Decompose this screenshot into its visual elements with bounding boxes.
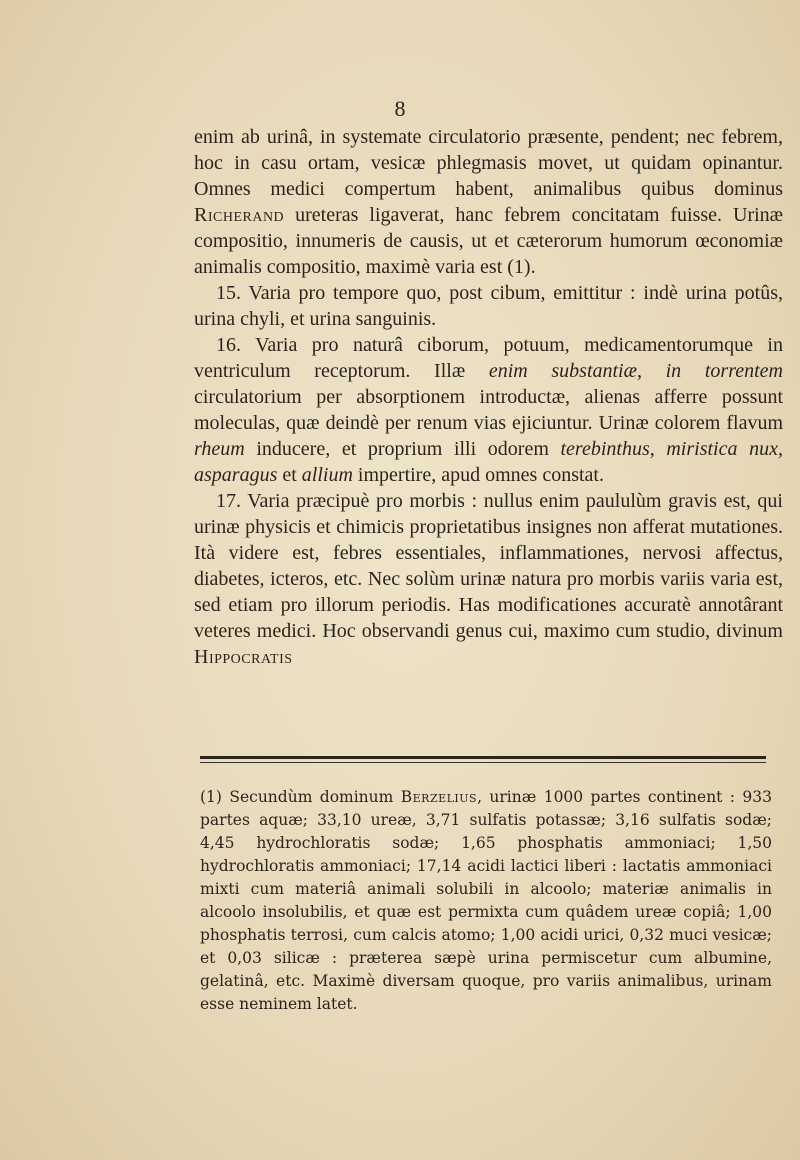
paragraph (194, 124, 783, 280)
author-name: Berzelius (400, 788, 478, 806)
text-run: 15. Varia pro tempore quo, post cibum, emittitur : indè urina potûs, urina chyli, et urina sanguinis. (194, 282, 783, 330)
text-run: impertire, apud omnes constat. (352, 464, 604, 486)
footnote-divider-thin (200, 762, 766, 763)
text-run: enim ab urinâ, in systemate circulatorio præsente, pendent; nec febrem, hoc in casu ortam, vesicæ phlegmasis movet, ut quidam opinantur. Omnes medici compertum habent, animalibus quibus dominus (194, 126, 783, 200)
text-run: , urinæ 1000 partes continent : 933 partes aquæ; 33,10 ureæ, 3,71 sulfatis potassæ; 3,16 sulfatis sodæ; 4,45 hydrochloratis sodæ; 1,65 phosphatis ammoniaci; 1,50 hydrochloratis ammoniaci; 17,14 acidi lactici liberi : lactatis ammoniaci mixti cum materiâ animali solubili in alcoolo; materiæ animalis in alcoolo insolubilis, et quæ est permixta cum quâdem ureæ copiâ; 1,00 phosphatis terrosi, cum calcis atomo; 1,00 acidi urici, 0,32 muci vesicæ; et 0,03 silicæ : præterea sæpè urina permiscetur cum albumine, gelatinâ, etc. Maximè diversam quoque, pro variis animalibus, urinam esse neminem latet. (200, 788, 772, 1013)
text-run: inducere, et proprium illi odorem (244, 438, 561, 460)
paragraph (194, 332, 783, 488)
body-text (194, 124, 783, 670)
text-run: 17. Varia præcipuè pro morbis : nullus enim paululùm gravis est, qui urinæ physicis et chimicis proprietatibus insignes non afferat mutationes. Ità videre est, febres essentiales, inflammationes, nervosi affectus, diabetes, icteros, etc. Nec solùm urinæ natura pro morbis variis varia est, sed etiam pro illorum periodis. Has modificationes accuratè annotârant veteres medici. Hoc observandi genus cui, maximo cum studio, divinum (194, 490, 783, 642)
italic-text: enim substantiæ (488, 360, 637, 382)
footnote-divider (200, 756, 766, 759)
italic-text: in torrentem (665, 360, 783, 382)
italic-text: terebinthus, miristica nux, asparagus (194, 438, 783, 486)
footnote-text (200, 786, 772, 1016)
italic-text: allium (301, 464, 353, 486)
text-run: 16. Varia pro naturâ ciborum, potuum, medicamentorumque in ventriculum receptorum. Illæ (194, 334, 783, 382)
paragraph (194, 280, 783, 332)
text-run: circulatorium per absorptionem introductæ, alienas afferre possunt moleculas, quæ deindè per renum vias ejiciuntur. Urinæ colorem flavum (194, 386, 783, 434)
text-run: , (636, 360, 666, 382)
text-run: et (277, 464, 302, 486)
page-number: 8 (394, 96, 406, 121)
text-run: (1) Secundùm dominum (200, 788, 401, 806)
footnote (200, 786, 772, 1016)
paragraph (194, 488, 783, 670)
italic-text: rheum (194, 438, 245, 460)
author-name: Richerand (194, 204, 285, 226)
author-name: Hippocratis (194, 646, 293, 668)
text-run: ureteras ligaverat, hanc febrem concitatam fuisse. Urinæ compositio, innumeris de causis, ut et cæterorum humorum œconomiæ animalis compositio, maximè varia est (1). (194, 204, 783, 278)
